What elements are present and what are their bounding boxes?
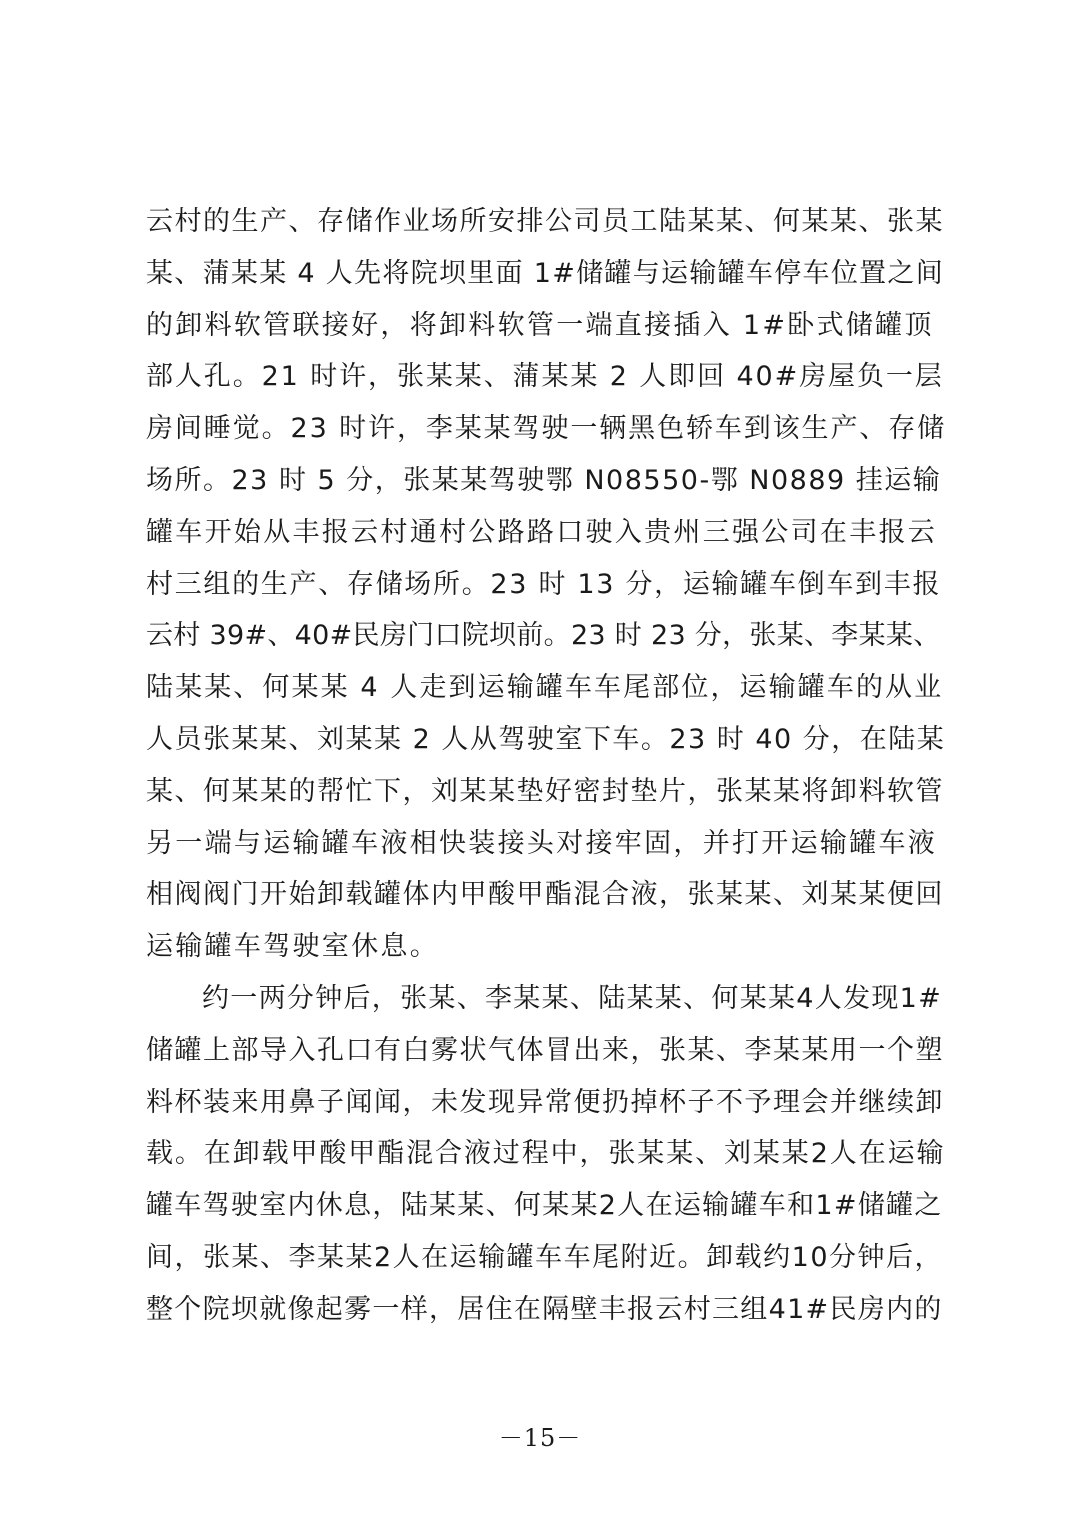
page-number: －15－ bbox=[498, 1424, 582, 1452]
text-line: 整个院坝就像起雾一样，居住在隔壁丰报云村三组41#民房内的 bbox=[146, 1293, 943, 1325]
text-line: 载。在卸载甲酸甲酯混合液过程中，张某某、刘某某2人在运输 bbox=[146, 1138, 946, 1170]
text-line: 储罐上部导入孔口有白雾状气体冒出来，张某、李某某用一个塑 bbox=[146, 1034, 944, 1066]
text-line: 人员张某某、刘某某 2 人从驾驶室下车。23 时 40 分，在陆某 bbox=[146, 723, 946, 755]
text-line: 另一端与运输罐车液相快装接头对接牢固，并打开运输罐车液 bbox=[146, 827, 938, 859]
text-line: 房间睡觉。23 时许，李某某驾驶一辆黑色轿车到该生产、存储 bbox=[146, 413, 947, 445]
text-line: 云村的生产、存储作业场所安排公司员工陆某某、何某某、张某 bbox=[146, 206, 944, 237]
text-line: 某、蒲某某 4 人先将院坝里面 1#储罐与运输罐车停车位置之间 bbox=[146, 257, 945, 289]
text-line: 村三组的生产、存储场所。23 时 13 分，运输罐车倒车到丰报 bbox=[146, 568, 942, 600]
body-text bbox=[146, 196, 946, 1336]
text-line: 陆某某、何某某 4 人走到运输罐车车尾部位，运输罐车的从业 bbox=[146, 672, 944, 704]
text-line: 罐车开始从丰报云村通村公路路口驶入贵州三强公司在丰报云 bbox=[146, 516, 938, 548]
text-line: 场所。23 时 5 分，张某某驾驶鄂 N08550-鄂 N0889 挂运输 bbox=[146, 464, 942, 496]
text-line: 间，张某、李某某2人在运输罐车车尾附近。卸载约10分钟后， bbox=[146, 1241, 944, 1273]
text-line: 罐车驾驶室内休息，陆某某、何某某2人在运输罐车和1#储罐之 bbox=[146, 1190, 943, 1222]
text-line: 料杯装来用鼻子闻闻，未发现异常便扔掉杯子不予理会并继续卸 bbox=[146, 1086, 944, 1118]
text-line: 云村 39#、40#民房门口院坝前。23 时 23 分，张某、李某某、 bbox=[146, 620, 941, 652]
text-line: 的卸料软管联接好，将卸料软管一端直接插入 1#卧式储罐顶 bbox=[146, 309, 934, 341]
text-line: 相阀阀门开始卸载罐体内甲酸甲酯混合液，张某某、刘某某便回 bbox=[146, 879, 944, 911]
text-line: 某、何某某的帮忙下，刘某某垫好密封垫片，张某某将卸料软管 bbox=[146, 775, 944, 807]
text-line: 部人孔。21 时许，张某某、蒲某某 2 人即回 40#房屋负一层 bbox=[146, 361, 944, 393]
text-line: 运输罐车驾驶室休息。 bbox=[146, 931, 439, 963]
paragraph-start-line: 约一两分钟后，张某、李某某、陆某某、何某某4人发现1# bbox=[202, 982, 943, 1014]
